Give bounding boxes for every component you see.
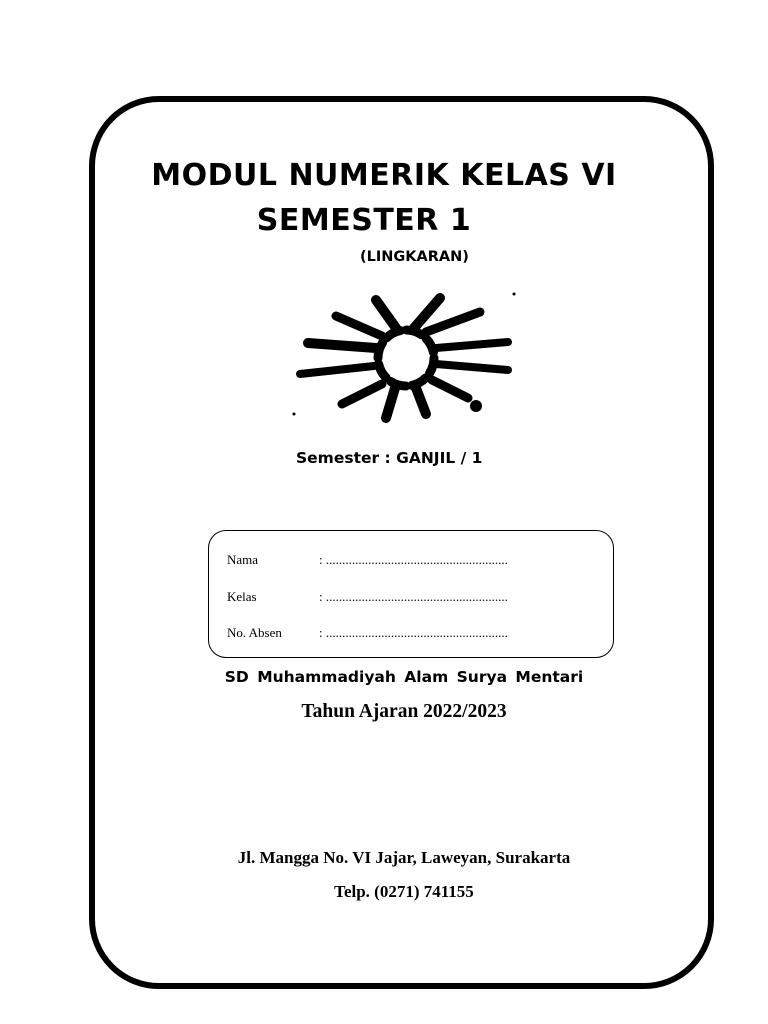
field-blank: : ........................................................ bbox=[319, 589, 508, 604]
topic-subtitle: (LINGKARAN) bbox=[360, 249, 469, 265]
field-row-nama bbox=[227, 552, 508, 568]
field-blank: : ........................................................ bbox=[319, 552, 508, 567]
field-label: Kelas bbox=[227, 589, 257, 604]
sun-logo-icon bbox=[290, 288, 520, 423]
school-address: Jl. Mangga No. VI Jajar, Laweyan, Surakarta bbox=[237, 848, 571, 867]
academic-year: Tahun Ajaran 2022/2023 bbox=[301, 701, 507, 722]
school-name: SD Muhammadiyah Alam Surya Mentari bbox=[224, 668, 584, 686]
field-row-no-absen bbox=[227, 625, 508, 641]
field-label: No. Absen bbox=[227, 625, 282, 640]
semester-title: SEMESTER 1 bbox=[256, 203, 472, 238]
semester-label: Semester : GANJIL / 1 bbox=[296, 449, 483, 467]
school-phone: Telp. (0271) 741155 bbox=[334, 882, 474, 901]
field-label: Nama bbox=[227, 552, 259, 567]
field-row-kelas bbox=[227, 589, 508, 605]
module-title: MODUL NUMERIK KELAS VI bbox=[151, 158, 617, 193]
field-blank: : ........................................................ bbox=[319, 625, 508, 640]
